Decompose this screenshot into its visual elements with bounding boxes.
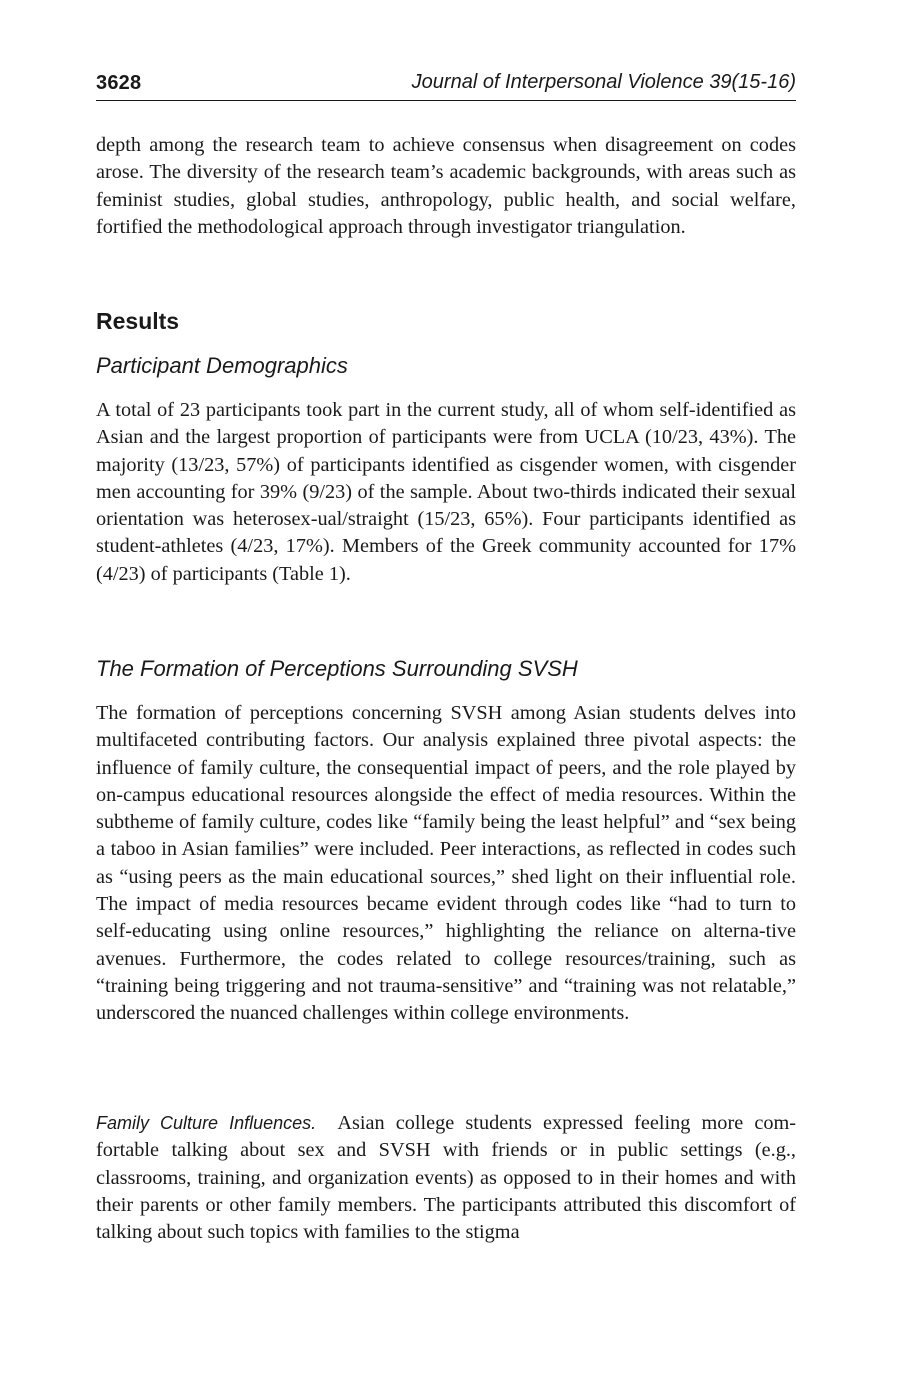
page-number: 3628 (96, 72, 142, 94)
family-culture-text: Asian college students expressed feeling more com-fortable talking about sex and SVSH with friends or in public settings (e.g., classrooms, training, and organization events) as opposed to in their homes and with their parents or other family members. The participants attributed this discomfort of talking about such topics with families to the stigma (96, 1112, 796, 1244)
paragraph-demographics: A total of 23 participants took part in the current study, all of whom self-identified as Asian and the largest proportion of participants were from UCLA (10/23, 43%). The majority (13/23, 57%) of participants identified as cisgender women, with cisgender men accounting for 39% (9/23) of the sample. About two-thirds indicated their sexual orientation was heterosex-ual/straight (15/23, 65%). Four participants identified as student-athletes (4/23, 17%). Members of the Greek community accounted for 17% (4/23) of participants (Table 1). (96, 399, 796, 585)
subheading-participant-demographics: Participant Demographics (96, 353, 348, 378)
running-head (96, 70, 796, 101)
section-heading-results: Results (96, 308, 180, 334)
paragraph-formation: The formation of perceptions concerning SVSH among Asian students delves into multifaceted contributing factors. Our analysis explained three pivotal aspects: the influence of family culture, the consequential impact of peers, and the role played by on-campus educational resources alongside the effect of media resources. Within the subtheme of family culture, codes like “family being the least helpful” and “sex being a taboo in Asian families” were included. Peer interactions, as reflected in codes such as “using peers as the main educational sources,” shed light on their influential role. The impact of media resources became evident through codes like “had to turn to self-educating using online resources,” highlighting the reliance on alterna-tive avenues. Furthermore, the codes related to college resources/training, such as “training being triggering and not trauma-sensitive” and “training was not relatable,” underscored the nuanced challenges within college environments. (96, 702, 796, 1025)
journal-title: Journal of Interpersonal Violence 39(15-16) (411, 71, 796, 93)
run-in-heading-family-culture: Family Culture Influences. (96, 1113, 317, 1133)
subheading-formation-of-perceptions: The Formation of Perceptions Surrounding SVSH (96, 656, 578, 681)
paragraph-intro-continuation: depth among the research team to achieve consensus when disagreement on codes arose. The diversity of the research team’s academic backgrounds, with areas such as feminist studies, global studies, anthropology, public health, and social welfare, fortified the methodological approach through investigator triangulation. (96, 134, 796, 238)
paragraph-family-culture (96, 1110, 796, 1246)
